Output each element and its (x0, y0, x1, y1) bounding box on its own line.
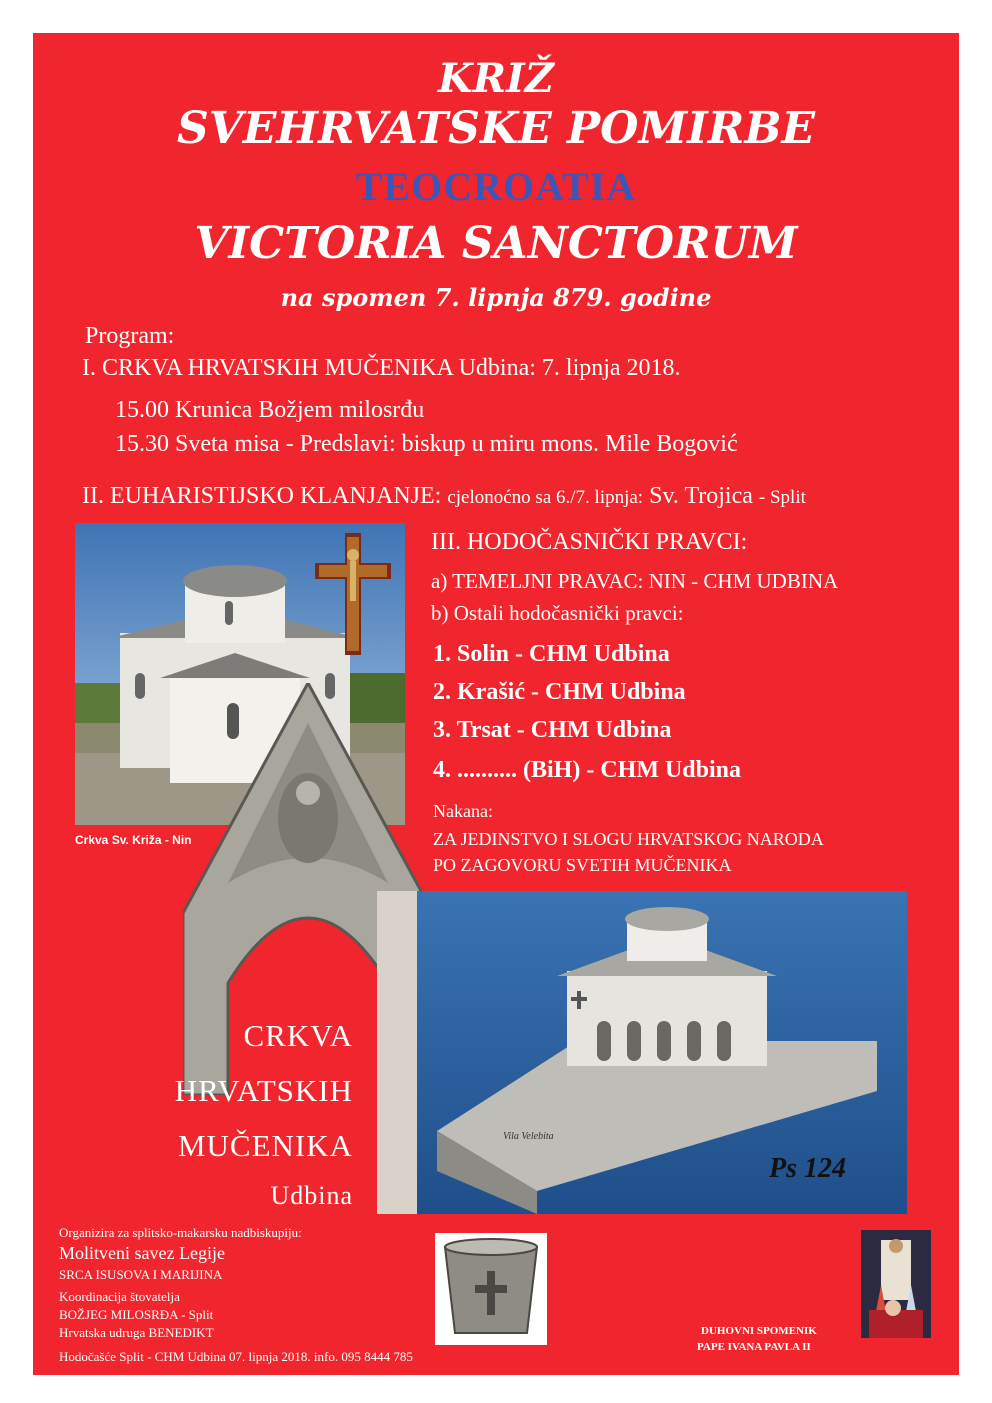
church-name-l1: CRKVA (243, 1018, 353, 1053)
program-section-2 (82, 483, 806, 510)
program-section-3: III. HODOČASNIČKI PRAVCI: (431, 529, 748, 555)
footer-coord2: BOŽJEG MILOSRĐA - Split (59, 1307, 214, 1322)
route-b: b) Ostali hodočasnički pravci: (431, 601, 684, 625)
program-item-misa: 15.30 Sveta misa - Predslavi: biskup u miru mons. Mile Bogović (115, 431, 738, 457)
monument-line-2: PAPE IVANA PAVLA II (697, 1341, 811, 1353)
route-a: a) TEMELJNI PRAVAC: NIN - CHM UDBINA (431, 569, 839, 593)
title-kriz: KRIŽ (438, 55, 554, 102)
model-sign: Vila Velebita (503, 1131, 554, 1142)
church-name-l2: HRVATSKIH (174, 1073, 353, 1108)
title-teocroatia: TEOCROATIA (355, 164, 637, 209)
intent-line-2: PO ZAGOVORU SVETIH MUČENIKA (433, 855, 732, 875)
title-victoria-sanctorum: VICTORIA SANCTORUM (194, 218, 798, 269)
footer-assoc: Hrvatska udruga BENEDIKT (59, 1325, 214, 1340)
route-3: 3. Trsat - CHM Udbina (433, 717, 672, 743)
route-1: 1. Solin - CHM Udbina (433, 641, 670, 667)
footer-org-sub: SRCA ISUSOVA I MARIJINA (59, 1267, 223, 1282)
poster (33, 33, 959, 1375)
divine-mercy-image (861, 1230, 931, 1338)
church-name-l4: Udbina (270, 1181, 353, 1210)
footer-info: Hodočašće Split - CHM Udbina 07. lipnja 2018. info. 095 8444 785 (59, 1349, 413, 1364)
route-4: 4. .......... (BiH) - CHM Udbina (433, 757, 742, 783)
section2-city: - Split (758, 487, 806, 508)
footer-coord: Koordinacija štovatelja (59, 1289, 180, 1304)
section2-time: cjelonoćno sa 6./7. lipnja: (447, 487, 644, 508)
monument-line-1: DUHOVNI SPOMENIK (701, 1325, 817, 1337)
crucifix-icon (315, 533, 391, 655)
route-2: 2. Krašić - CHM Udbina (433, 679, 686, 705)
footer-org-intro: Organizira za splitsko-makarsku nadbiskupiju: (59, 1225, 302, 1240)
nin-caption: Crkva Sv. Križa - Nin (75, 833, 192, 847)
intent-line-1: ZA JEDINSTVO I SLOGU HRVATSKOG NARODA (433, 829, 824, 849)
subtitle-spomen: na spomen 7. lipnja 879. godine (280, 283, 712, 312)
program-item-krunica: 15.00 Krunica Božjem milosrđu (115, 397, 425, 423)
church-name-l3: MUČENIKA (177, 1128, 353, 1163)
program-section-1: I. CRKVA HRVATSKIH MUČENIKA Udbina: 7. lipnja 2018. (82, 355, 681, 381)
intent-label: Nakana: (433, 801, 493, 821)
section2-place: Sv. Trojica (649, 483, 753, 509)
footer-org-name: Molitveni savez Legije (59, 1243, 225, 1263)
psalm-label: Ps 124 (769, 1153, 846, 1184)
title-svehrvatske-pomirbe: SVEHRVATSKE POMIRBE (176, 103, 816, 154)
baptismal-font-image (435, 1233, 547, 1345)
program-label: Program: (85, 323, 175, 349)
section2-title: II. EUHARISTIJSKO KLANJANJE: (82, 483, 442, 509)
